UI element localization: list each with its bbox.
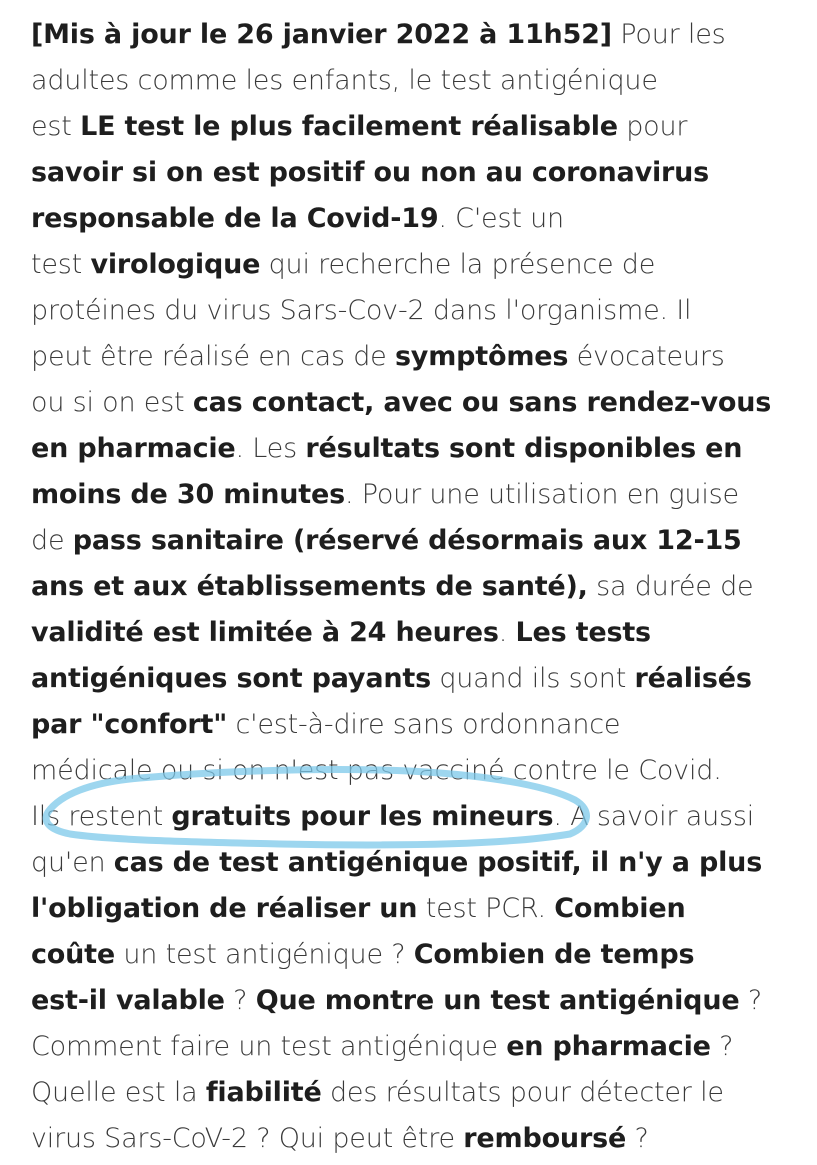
text-segment: des résultats pour détecter le bbox=[321, 1077, 724, 1108]
text-line bbox=[31, 104, 801, 150]
text-line bbox=[31, 58, 801, 104]
bold-text-segment: cas contact, avec ou sans rendez-vous bbox=[192, 387, 772, 418]
article-paragraph bbox=[31, 12, 801, 1162]
text-segment: sa durée de bbox=[587, 571, 754, 602]
text-line bbox=[31, 748, 801, 794]
bold-text-segment: fiabilité bbox=[205, 1077, 322, 1108]
text-line bbox=[31, 1116, 801, 1162]
text-line bbox=[31, 564, 801, 610]
text-segment: protéines du virus Sars-Cov-2 dans l'organisme. Il bbox=[31, 295, 692, 326]
text-segment: quand ils sont bbox=[430, 663, 635, 694]
text-segment: ? bbox=[739, 985, 762, 1016]
bold-text-segment: [Mis à jour le 26 janvier 2022 à 11h52] bbox=[31, 19, 612, 50]
text-line bbox=[31, 472, 801, 518]
text-segment: test bbox=[31, 249, 91, 280]
bold-text-segment: gratuits pour les mineurs bbox=[171, 801, 554, 832]
text-line bbox=[31, 978, 801, 1024]
text-segment: Comment faire un test antigénique bbox=[31, 1031, 507, 1062]
text-line bbox=[31, 656, 801, 702]
text-segment: Pour les bbox=[611, 19, 726, 50]
text-segment: . Pour une utilisation en guise bbox=[344, 479, 739, 510]
bold-text-segment: responsable de la Covid-19 bbox=[31, 203, 439, 234]
text-segment: ou si on est bbox=[31, 387, 193, 418]
text-line bbox=[31, 518, 801, 564]
text-segment: . Les bbox=[235, 433, 306, 464]
text-line bbox=[31, 886, 801, 932]
bold-text-segment: symptômes bbox=[394, 341, 569, 372]
text-line bbox=[31, 288, 801, 334]
text-line bbox=[31, 840, 801, 886]
text-segment: évocateurs bbox=[568, 341, 725, 372]
text-line bbox=[31, 380, 801, 426]
bold-text-segment: ans et aux établissements de santé), bbox=[31, 571, 588, 602]
text-segment: pour bbox=[617, 111, 688, 142]
text-line bbox=[31, 794, 801, 840]
text-line bbox=[31, 242, 801, 288]
text-segment: test PCR. bbox=[417, 893, 555, 924]
text-segment: peut être réalisé en cas de bbox=[31, 341, 395, 372]
text-line bbox=[31, 610, 801, 656]
bold-text-segment: réalisés bbox=[634, 663, 752, 694]
text-segment: Quelle est la bbox=[31, 1077, 206, 1108]
bold-text-segment: pass sanitaire (réservé désormais aux 12-15 bbox=[72, 525, 742, 556]
text-segment: Ils restent bbox=[31, 801, 172, 832]
text-segment: de bbox=[31, 525, 73, 556]
bold-text-segment: antigéniques sont payants bbox=[31, 663, 431, 694]
bold-text-segment: coûte bbox=[31, 939, 115, 970]
bold-text-segment: virologique bbox=[90, 249, 261, 280]
bold-text-segment: savoir si on est positif ou non au coronavirus bbox=[31, 157, 710, 188]
text-segment: . A savoir aussi bbox=[553, 801, 755, 832]
text-line bbox=[31, 1024, 801, 1070]
text-segment: virus Sars-CoV-2 ? Qui peut être bbox=[31, 1123, 464, 1154]
text-segment: ? bbox=[710, 1031, 734, 1062]
bold-text-segment: est-il valable bbox=[31, 985, 225, 1016]
text-segment: est bbox=[31, 111, 81, 142]
bold-text-segment: Combien de temps bbox=[413, 939, 695, 970]
text-line bbox=[31, 12, 801, 58]
text-line bbox=[31, 196, 801, 242]
text-line bbox=[31, 702, 801, 748]
bold-text-segment: moins de 30 minutes bbox=[31, 479, 345, 510]
bold-text-segment: Les tests bbox=[515, 617, 651, 648]
bold-text-segment: résultats sont disponibles en bbox=[305, 433, 743, 464]
bold-text-segment: Combien bbox=[554, 893, 686, 924]
bold-text-segment: LE test le plus facilement réalisable bbox=[80, 111, 618, 142]
text-segment: un test antigénique ? bbox=[115, 939, 414, 970]
text-line bbox=[31, 932, 801, 978]
text-segment: . C'est un bbox=[438, 203, 564, 234]
text-line bbox=[31, 426, 801, 472]
text-line bbox=[31, 150, 801, 196]
bold-text-segment: Que montre un test antigénique bbox=[255, 985, 740, 1016]
bold-text-segment: remboursé bbox=[463, 1123, 627, 1154]
bold-text-segment: par "confort" bbox=[31, 709, 228, 740]
text-segment: . bbox=[498, 617, 516, 648]
text-segment: ? bbox=[224, 985, 256, 1016]
text-segment: ? bbox=[626, 1123, 649, 1154]
text-segment: c'est-à-dire sans ordonnance bbox=[227, 709, 621, 740]
bold-text-segment: en pharmacie bbox=[31, 433, 236, 464]
text-line bbox=[31, 334, 801, 380]
text-segment: adultes comme les enfants, le test antigénique bbox=[31, 65, 658, 96]
bold-text-segment: l'obligation de réaliser un bbox=[31, 893, 418, 924]
text-segment: qu'en bbox=[31, 847, 114, 878]
bold-text-segment: en pharmacie bbox=[506, 1031, 711, 1062]
bold-text-segment: cas de test antigénique positif, il n'y a plus bbox=[113, 847, 763, 878]
text-segment: médicale ou si on n'est pas vacciné contre le Covid. bbox=[31, 755, 722, 786]
bold-text-segment: validité est limitée à 24 heures bbox=[31, 617, 499, 648]
text-segment: qui recherche la présence de bbox=[260, 249, 656, 280]
text-line bbox=[31, 1070, 801, 1116]
